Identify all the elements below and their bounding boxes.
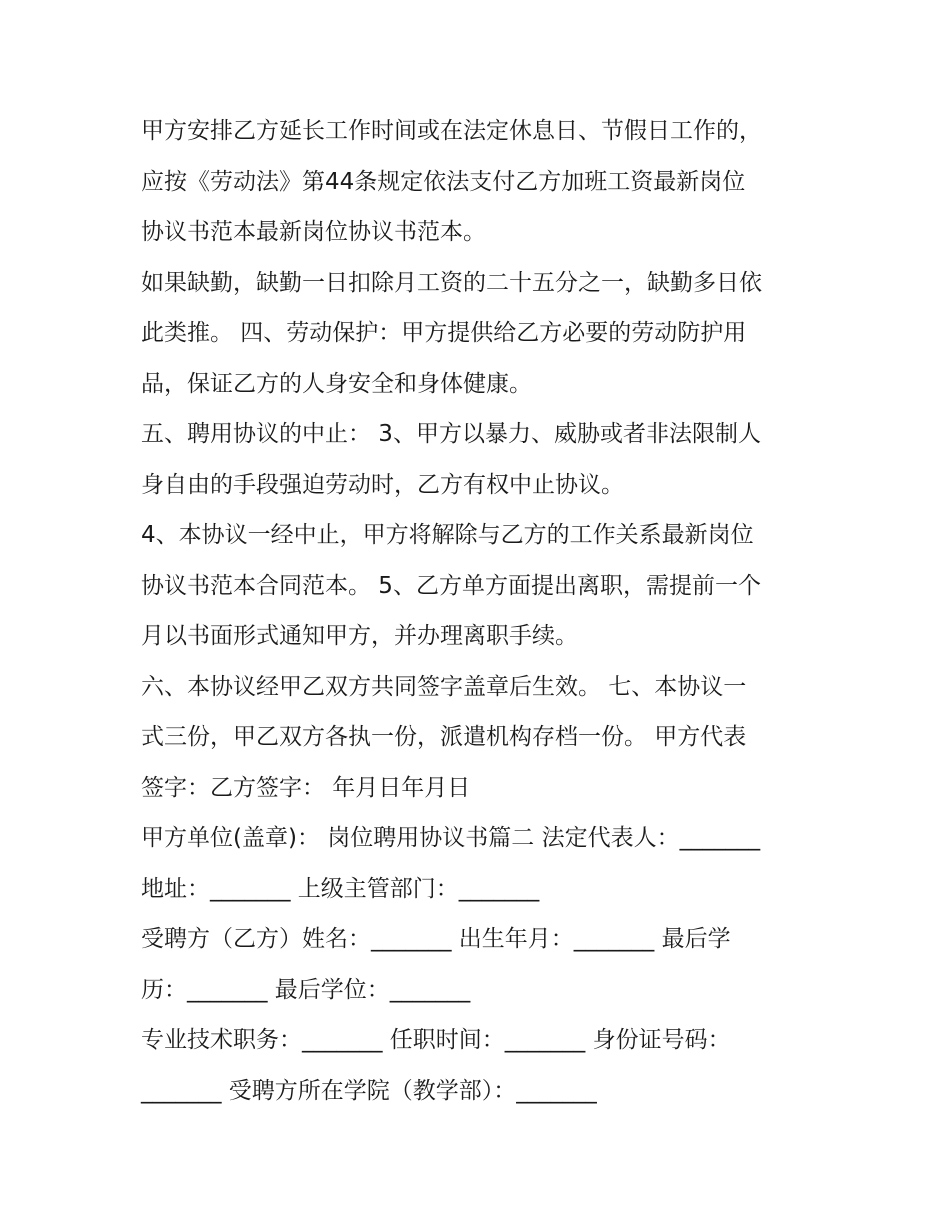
text-line: 协议书范本最新岗位协议书范本。 [141,219,486,245]
text-line: 月以书面形式通知甲方，并办理离职手续。 [141,623,578,649]
text-line: 专业技术职务：_______ 任职时间：_______ 身份证号码： [141,1027,731,1053]
text-line: 五、聘用协议的中止： 3、甲方以暴力、威胁或者非法限制人 [141,421,761,447]
text-line: 4、本协议一经中止，甲方将解除与乙方的工作关系最新岗位 [141,522,754,548]
text-line: 受聘方（乙方）姓名：_______ 出生年月：_______ 最后学 [141,926,731,952]
text-line: 签字：乙方签字： 年月日年月日 [141,774,471,801]
text-line: 六、本协议经甲乙双方共同签字盖章后生效。 七、本协议一 [141,673,747,700]
text-line: 协议书范本合同范本。 5、乙方单方面提出离职，需提前一个 [141,572,761,599]
text-line: 如果缺勤，缺勤一日扣除月工资的二十五分之一，缺勤多日依 [141,269,762,296]
text-line: 历：_______ 最后学位：_______ [141,976,471,1003]
text-line: 品，保证乙方的人身安全和身体健康。 [141,370,532,397]
text-line: 应按《劳动法》第44条规定依法支付乙方加班工资最新岗位 [141,168,746,195]
text-line: _______ 受聘方所在学院（教学部）：_______ [141,1077,597,1104]
document-body [141,106,821,1116]
text-line: 式三份，甲乙双方各执一份，派遣机构存档一份。 甲方代表 [141,724,747,750]
text-line: 甲方安排乙方延长工作时间或在法定休息日、节假日工作的， [141,118,762,144]
text-line: 地址：_______ 上级主管部门：_______ [141,875,540,902]
text-line: 此类推。 四、劳动保护：甲方提供给乙方必要的劳动防护用 [141,320,747,346]
text-line: 身自由的手段强迫劳动时，乙方有权中止协议。 [141,471,624,498]
text-line: 甲方单位(盖章)： 岗位聘用协议书篇二 法定代表人：_______ [141,825,761,851]
